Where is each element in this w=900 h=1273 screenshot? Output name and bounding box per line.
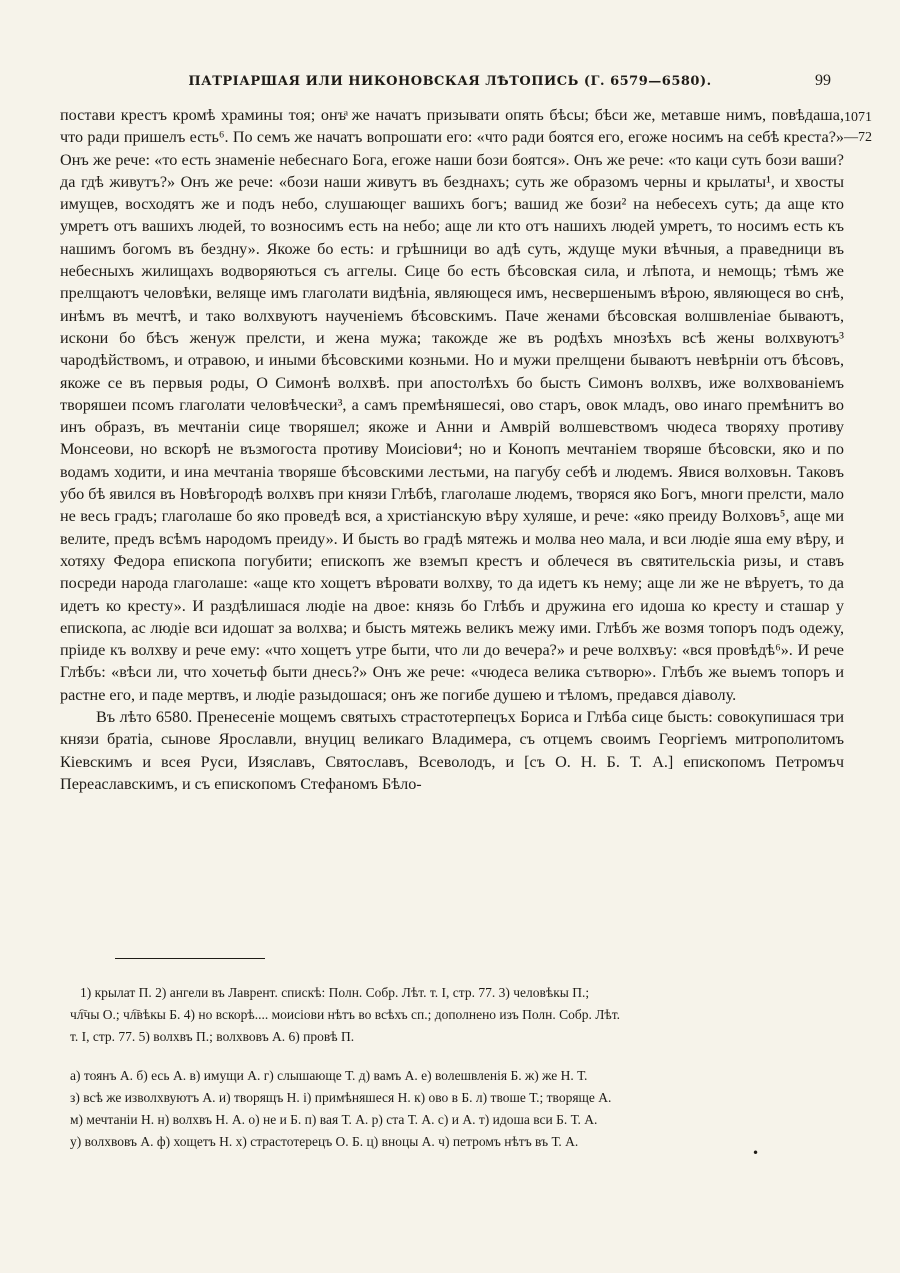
footnote-line: т. I, стр. 77. 5) волхвъ П.; волхвовъ А. 6) провѣ П.: [70, 1029, 355, 1044]
variant-line: у) волхвовъ А. ф) хощетъ Н. х) страстотерецъ О. Б. ц) вноцы А. ч) петромъ нѣтъ въ Т. А.: [70, 1134, 579, 1149]
page-number: 99: [815, 72, 831, 89]
printer-mark: •: [752, 1146, 760, 1160]
variant-line: з) всѣ же изволхвуютъ А. и) творящъ Н. і) примѣняшеся Н. к) ово в Б. л) твоше Т.; творяще А.: [70, 1090, 612, 1105]
footnote-divider: [115, 958, 265, 959]
lettered-footnotes: [70, 1065, 840, 1153]
text-paragraph-year-6580: Въ лѣто 6580. Пренесеніе мощемъ святыхъ страстотерпецъ͏х Бориса и Глѣба сице бысть: совокупишася три князи братіа, сынове Ярославли, внуци͏ц великаго Владимера, съ отцемъ своимъ Георгіемъ митрополитомъ Кіевскимъ и всея Руси, Изяславъ, Святославъ, Всеволодъ, и [съ О. Н. Б. Т. А.] епископомъ Петромъ͏ч Переаславскимъ, и съ епископомъ Стефаномъ Бѣло-: [60, 708, 844, 793]
numbered-footnotes: [70, 982, 840, 1048]
margin-year-end: —72: [844, 130, 872, 145]
text-paragraph: постави крестъ кромѣ храмины тоя; онъͣ же начатъ призывати опять бѣсы; бѣси же, метавше нимъ, повѣдаша, что ради пришелъ есть⁶. По семъ же начатъ вопрошати его: «что ради боятся его, егоже носимъ на себѣ креста?» Онъ же рече: «то есть знаменіе небеснаго Бога, егоже наши бози боятся». Онъ же рече: «то каци суть бози ваши? да гдѣ живутъ?» Онъ же рече: «бози наши живутъ въ безднахъ; суть же образомъ черны и крылаты¹, и хвосты имуще͏в, восходятъ же и подъ небо, слушающе͏г вашихъ богъ; ваши͏д же бози² на небесехъ суть; да аще кто умретъ отъ вашихъ людей, то вознoсимъ есть на небо; аще ли кто отъ нашихъ людей умретъ, то носимъ есть къ нашимъ богомъ въ бездну». Якоже бо есть: и грѣшници во адѣ суть, ждуще муки вѣчныя, а праведници въ небесныхъ жилищахъ водворяються съ аггелы. Сице бо есть бѣсовская сила, и лѣпота, и немощь; тѣмъ же прелщаютъ человѣки, веляще имъ глаголати видѣніа, являющеся имъ, несвершенымъ вѣрою, являющеся во снѣ, инѣмъ въ мечтѣ, и тако волхвуютъ наученіемъ бѣсовскимъ. Паче женами бѣсовская волшвленіа͏е бываютъ, искони бо бѣсъ жену͏ж прелсти, и жена мужа; такожде же въ родѣхъ мнозѣхъ всѣ жены волхвуютъ³ чародѣйствомъ, и отравою, и иными бѣсовскими козньми. Но и мужи прелщени бываютъ невѣрніи отъ бѣсовъ, якоже се въ первыя роды, О Симонѣ волхвѣ. при апостолѣхъ бо бысть Симонъ волхвъ, иже волхвованіемъ творяше͏и псомъ глаголати человѣчески³, а самъ премѣняшеся͏і, ово старъ, ово͏к младъ, ово инаго премѣнитъ во инъ образъ, въ мечтаніи сице творяше͏л; якоже и Анни и Амврій волшевствомъ чюдеса творяху противу Монсеови, но вскорѣ не възмогоста противу Моисіови⁴; но и Конопъ мечтаніе͏м творяше бѣсовски, яко и по водамъ ходити, и ина мечтаніа творяше бѣсовскими лестьми, на пагубу себѣ и людемъ. Явися волховъ͏н. Таковъ убо бѣ явился въ Новѣгородѣ волхвъ при князи Глѣбѣ, глаголаше людемъ, творяся яко Богъ, многи прелсти, мало не весь градъ; глаголаше бо яко проведѣ вся, а христіанскую вѣру хуляше, и рече: «яко преиду Волховъ⁵, аще ми велите, предъ всѣмъ народомъ преиду». И бысть во градѣ мятежь и молва не͏о мала, и вси людіе яша ему вѣру, и хотяху Федора епископа погубити; епископъ же вземъ͏п крестъ и облечеся въ святительскіа ризы, и ставъ посреди народа глаголаше: «аще кто хощетъ вѣровати волхву, то да идетъ къ нему; аще ли же не вѣруетъ, то да идетъ ко кресту». И раздѣлишася людіе на двое: князь бо Глѣбъ и дружина его идоша ко кресту и сташа͏р у епископа, а͏с людіе вси идоша͏т за волхва; и бысть мятежь великъ межу ими. Глѣбъ же возмя топоръ подъ одежу, пріиде къ волхву и рече ему: «что хощетъ утре быти, что ли до вечера?» и рече волхвъ͏у: «вся провѣдѣ⁶». И рече Глѣбъ: «вѣси ли, что хочеть͏ф быти днесь?» Онъ же рече: «чюдеса велика сътворю». Глѣбъ же выемъ топоръ и растне его, и паде мертвъ, и людіе разыдошася; онъ же погибе душею и тѣломъ, предався діаволу.: [60, 106, 844, 704]
footnote-line: 1) крылат П. 2) ангели въ Лаврент. спискѣ: Полн. Собр. Лѣт. т. I, стр. 77. 3) человѣкы П.;: [80, 985, 590, 1000]
margin-year-start: 1071: [844, 110, 872, 125]
main-text: [60, 104, 844, 795]
variant-line: а) тоянъ А. б) есь А. в) имущи А. г) слышающе Т. д) вамъ А. е) волешвленія Б. ж) же Н. Т.: [70, 1068, 588, 1083]
variant-line: м) мечтаніи Н. н) волхвъ Н. А. о) не и Б. п) вая Т. А. р) ста Т. А. с) и А. т) идоша вси Б. Т. А.: [70, 1112, 598, 1127]
margin-year-note: [844, 108, 872, 148]
footnote-line: чл҇чы О.; чл҇вѣкы Б. 4) но вскорѣ.... моисіови нѣтъ во всѣхъ сп.; дополнено изъ Полн. Собр. Лѣт.: [70, 1007, 621, 1022]
running-title: ПАТРІАРШАЯ ИЛИ НИКОНОВСКАЯ ЛѢТОПИСЬ (Г. 6579—6580).: [188, 74, 712, 89]
